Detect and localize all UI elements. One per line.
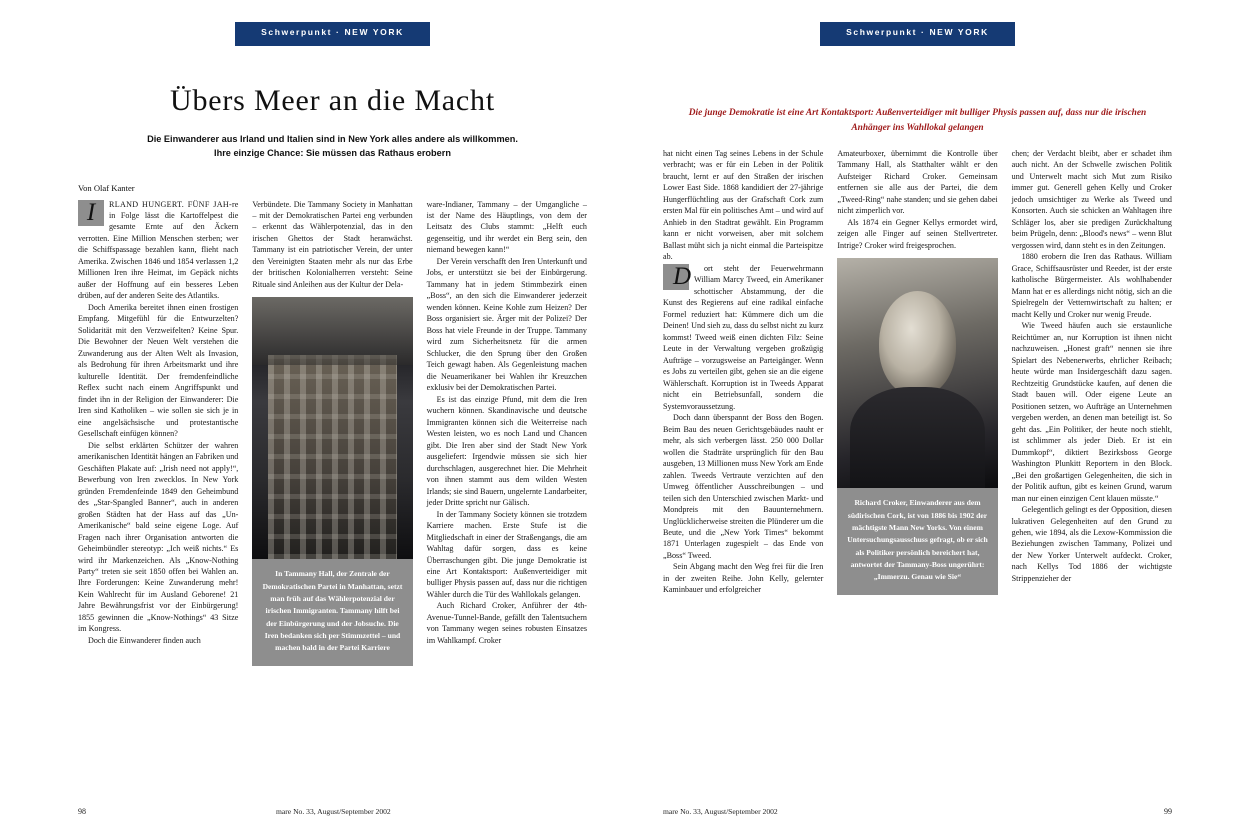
running-head-left xyxy=(78,0,587,46)
issue-line: mare No. 33, August/September 2002 xyxy=(276,807,391,816)
section-banner-label: Schwerpunkt · NEW YORK xyxy=(820,22,1015,46)
column-2 xyxy=(837,148,997,596)
column-3 xyxy=(427,199,587,667)
paragraph: Auch Richard Croker, Anführer der 4th-Avenue-Tunnel-Bande, gefällt den Talentsuchern von Tammany wegen seines robusten Einsatzes im Wahlkampf. Croker xyxy=(426,601,587,645)
right-page-columns xyxy=(663,148,1172,596)
figure-tammany-hall xyxy=(252,297,412,666)
paragraph: Doch dann überspannt der Boss den Bogen. Beim Bau des neuen Gerichtsgebäudes nauht er mehr, als sich verbergen lässt. 250 000 Dollar wollen die Stadträte ursprünglich für den Bau ausgeben, 13 Millionen muss New York am Ende zahlen. Tweeds Vertraute verzichten auf den Umweg öffentlicher Ausschreibungen – und teilen sich den Unterschied zwischen Markt- und Mondpreis mit den Bauunternehmern. Unglücklicherweise streiten die Plünderer um die Beute, und die „New York Times“ bekommt 1871 Unterlagen zugespielt – das Ende von „Boss“ Tweed. xyxy=(663,413,824,560)
paragraph: Doch Amerika bereitet ihnen einen frostigen Empfang. Mitgefühl für die Entwurzelten? Solidarität mit den Verzweifelten? Keine Spur. Die Bewohner der Neuen Welt verstehen die Zuwanderung aus der Alten Welt als Invasion, als Bedrohung für ihren Arbeitsmarkt und ihre kulturelle Identität. Der fremdenfeindliche Reflex sucht nach einem Angriffspunkt und findet ihn in der Religion der Einwanderer: Die Iren sind Katholiken – wie sollen sie sich je in eine angelsächsische und protestantische Gesellschaft einfügen können? xyxy=(78,302,239,439)
richard-croker-photo xyxy=(837,258,997,488)
paragraph: ware-Indianer, Tammany – der Umgangliche – ist der Name des Häuptlings, von dem der Leitsatz des Clubs stammt: „Helft euch gegenseitig, und ihr werdet ein Berg sein, den niemand bewegen kann!“ xyxy=(426,199,587,255)
paragraph: Gelegentlich gelingt es der Opposition, diesen lukrativen Gelegenheiten auf den Grund zu gehen, wie 1894, als die Lexow-Kommission die Beziehungen zwischen Tammany, Polizei und der New Yorker Unterwelt aufdeckt. Croker, nach Kellys Tod 1886 der wichtigste Strippenzieher der xyxy=(1011,505,1172,583)
figure-caption: Richard Croker, Einwanderer aus dem südirischen Cork, ist von 1886 bis 1902 der mächtigste Mann New Yorks. Von einem Untersuchungsausschuss gefragt, ob er sich als Politiker persönlich bereichert hat, antwortet der Tammany-Boss ungerührt: „Immerzu. Genau wie Sie“ xyxy=(837,488,997,595)
pull-quote: Die junge Demokratie ist eine Art Kontaktsport: Außenverteidiger mit bulliger Physis passen auf, dass nur die irischen Anhänger ins Wahllokal gelangen xyxy=(688,108,1147,134)
paragraph: Verbündete. Die Tammany Society in Manhattan – mit der Demokratischen Partei eng verbunden – erkennt das Wählerpotenzial, das in den irischen Ghettos der Stadt heranwächst. Tammany ist ein patriotischer Verein, der unter den Vereinigten Staaten mehr als nur das Erbe der britischen Kolonialherren versteht: Seine Rituale sind Anleihen aus der Kultur der Dela- xyxy=(252,199,413,289)
paragraph: Es ist das einzige Pfund, mit dem die Iren wuchern können. Skandinavische und deutsche Immigranten können sich die Weiterreise nach Westen leisten, wo es noch Land und Chancen gibt. Die Iren aber sind der Stadt New York ausgeliefert: Irgendwie müssen sie sich hier durchschlagen, ausgerechnet hier. Die Mehrheit von ihnen stammt aus dem wilden Westen Irlands; sie sind Bauern, ungelernte Landarbeiter, jeder Dritte spricht nur Gälisch. xyxy=(426,394,587,508)
paragraph: Wie Tweed häufen auch sie erstaunliche Reichtümer an, nur Korruption ist ihnen nicht nachzuweisen. „Honest graft“ nennen sie ihre Spielart des Nebenerwerbs, ehrlicher Reibach; heute würde man Insidergeschäft dazu sagen. Rechtzeitig Grundstücke kaufen, auf denen die Stadt bauen will. Oder eigene Leute an Positionen setzen, wo Aufträge an Unternehmen vergeben werden, an denen man beteiligt ist. So geht das. „Ein Politiker, der heute noch stiehlt, ist schlimmer als jeder Dieb. Er ist ein Dummkopf“, diktiert Bezirksboss George Washington Plunkitt Reportern in den Block. „Bei den großartigen Gelegenheiten, die sich in der Politik auftun, gibt es keinen Grund, warum man nur einen einzigen Cent klauen müsste.“ xyxy=(1011,321,1172,503)
footer-right xyxy=(625,807,1250,816)
paragraph: Der Verein verschafft den Iren Unterkunft und Jobs, er unterstützt sie bei der Einbürgerung. Tammany hat in jedem Stimmbezirk einen „Boss“, an den sich die Einwanderer jederzeit wenden können. Keine Kohle zum Heizen? Der Boss organisiert sie. Ärger mit der Polizei? Der Boss hat viele Freunde in der Truppe. Tammany wird zum Sicherheitsnetz für die armen Schlucker, die den Sprung über den Großen Teich gewagt haben. Als Gegenleistung machen die Neuamerikaner bei Wahlen ihr Kreuzchen exklusiv bei der Demokratischen Partei. xyxy=(426,256,587,393)
page-number: 99 xyxy=(1164,807,1172,816)
dropcap-i: I xyxy=(78,200,104,226)
paragraph: Als 1874 ein Gegner Kellys ermordet wird, zeigen alle Finger auf seinen Stellvertreter. Intrige? Croker wird freigesprochen. xyxy=(837,217,998,250)
paragraph: Sein Abgang macht den Weg frei für die Iren in der zweiten Reihe. John Kelly, gelernter Kaminbauer und erfolgreicher xyxy=(663,562,824,595)
lead-in-caps: RLAND HUNGERT. FÜNF JAH- xyxy=(109,199,233,209)
left-page-columns xyxy=(78,199,587,667)
paragraph: Doch die Einwanderer finden auch xyxy=(88,635,201,645)
running-head-right xyxy=(663,0,1172,46)
lead-body: re in Folge lässt die Kartoffelpest die gesamte Ernte auf den Äckern verrotten. Eine Million Menschen sterben; wer die Schiffspassage bezahlen kann, flieht nach Amerika. Zwischen 1846 und 1854 verlassen 1,2 Millionen Iren ihre Heimat, im Gepäck nichts außer der Hoffnung auf ein besseres Leben drüben, auf der anderen Seite des Atlantiks. xyxy=(78,199,239,301)
article-deck xyxy=(106,132,559,161)
page-number: 98 xyxy=(78,807,86,816)
paragraph: chen; der Verdacht bleibt, aber er schadet ihm auch nicht. An der Schwelle zwischen Politik und Unterwelt macht sich Mut zum Risiko immer gut. Generell gehen Kelly und Croker jedoch umsichtiger zu Werke als Tweed und Konsorten. Auch sie schicken an Wahltagen ihre Schläger los, aber sie predigen Zurückhaltung beim Prügeln, denn: „Blood's news“ – wenn Blut vergossen wird, dann steht es in den Zeitungen. xyxy=(1011,149,1172,250)
byline: Von Olaf Kanter xyxy=(78,182,135,193)
dropcap-paragraph xyxy=(663,263,823,412)
paragraph: Die selbst erklärten Schützer der wahren amerikanischen Identität hängen an Fabriken und Geschäften Plakate auf: „Irish need not apply!“, Bewerbung von Iren zwecklos. In New York gründen Fremdenfeinde 1849 den Geheimbund des „Star-Spangled Banner“, auch in anderen großen Städten hat der Hass auf das „Un-Amerikanische“ bald seine eigene Loge. Auf Fragen nach ihrer Organisation antworten die Geheimbündler stereotyp: „Ich weiß nichts.“ Es wird ihr Markenzeichen. Als „Know-Nothing Party“ treten sie seit 1850 offen bei Wahlen an. Ihre Forderungen: Keine Zuwanderung mehr! Kein Wahlrecht für im Ausland Geborene! 21 Jahre Bewährungsfrist vor der Einbürgerung! 1855 gewinnen die „Know-Nothings“ 43 Sitze im Kongress. xyxy=(78,440,239,634)
column-2 xyxy=(252,199,412,667)
paragraph-body: ort steht der Feuerwehrmann William Marcy Tweed, ein Amerikaner schottischer Abstammung, der die Kunst des Regierens auf eine radikal einfache Formel reduziert hat: Kümmere dich um die Deinen! Und sieh zu, dass du selbst nicht zu kurz kommst! Tweed weiß einen dichten Filz: Seine Leute in der Verwaltung vergeben großzügig Aufträge – vorzugsweise an Parteigänger. Wenn es Jobs zu verteilen gibt, gehen sie an die eigene Wählerschaft. Korruption ist in Tweeds Apparat nicht ein Betriebsunfall, sondern die Systemvoraussetzung. xyxy=(663,263,824,411)
paragraph: 1880 erobern die Iren das Rathaus. William Grace, Schiffsausrüster und Reeder, ist der erste katholische Bürgermeister. Als wohlhabender Mann hat er es allerdings nicht nötig, sich an die Spielregeln der Vetternwirtschaft zu halten; er macht Kelly und Croker nur wenig Freude. xyxy=(1011,252,1172,319)
footer-left xyxy=(0,807,625,816)
deck-line-1: Die Einwanderer aus Irland und Italien sind in New York alles andere als willkommen. xyxy=(147,134,518,144)
paragraph: In der Tammany Society können sie trotzdem Karriere machen. Erste Stufe ist die Mitgliedschaft in einer der Straßengangs, die am Wahltag dafür sorgen, dass es keine Überraschungen gibt. Die junge Demokratie ist eine Art Kontaktsport: Außenverteidiger mit bulliger Physis passen auf, dass nur die richtigen Wähler durch die Tür des Wahllokals gelangen. xyxy=(426,509,587,599)
column-3 xyxy=(1012,148,1172,596)
paragraph: Amateurboxer, übernimmt die Kontrolle über Tammany Hall, als Statthalter wählt er den Aufsteiger Richard Croker. Gemeinsam entfernen sie alle aus der Partei, die dem „Tweed-Ring“ nahe standen; und sie gehen dabei nicht zimperlich vor. xyxy=(837,149,998,216)
column-1 xyxy=(78,199,238,667)
tammany-hall-photo xyxy=(252,297,412,559)
issue-line: mare No. 33, August/September 2002 xyxy=(663,807,778,816)
page-right xyxy=(625,0,1250,834)
lead-paragraph xyxy=(78,199,238,302)
section-banner-label: Schwerpunkt · NEW YORK xyxy=(235,22,430,46)
dropcap-d: D xyxy=(663,264,689,290)
page-title: Übers Meer an die Macht xyxy=(170,84,495,117)
column-1 xyxy=(663,148,823,596)
deck-line-2: Ihre einzige Chance: Sie müssen das Rathaus erobern xyxy=(214,148,451,159)
paragraph: hat nicht einen Tag seines Lebens in der Schule verbracht; was er für ein Leben in der Politik braucht, lernt er auf den Straßen der irischen Lower East Side. 1868 kandidiert der 27-jährige Hungerflüchtling aus der Grafschaft Cork zum ersten Mal für ein politisches Amt – und wird auf Anhieb in den Stadtrat gewählt. Ein Programm kann er nicht vorweisen, aber mit solchem Ballast müht sich ja nicht einmal die Parteispitze ab. xyxy=(663,149,824,262)
figure-richard-croker xyxy=(837,258,997,595)
figure-caption: In Tammany Hall, der Zentrale der Demokratischen Partei in Manhattan, setzt man früh auf das Wählerpotenzial der irischen Immigranten. Tammany hilft bei der Einbürgerung und der Jobsuche. Die Iren bedanken sich per Stimmzettel – und machen bald in der Partei Karriere xyxy=(252,559,412,666)
